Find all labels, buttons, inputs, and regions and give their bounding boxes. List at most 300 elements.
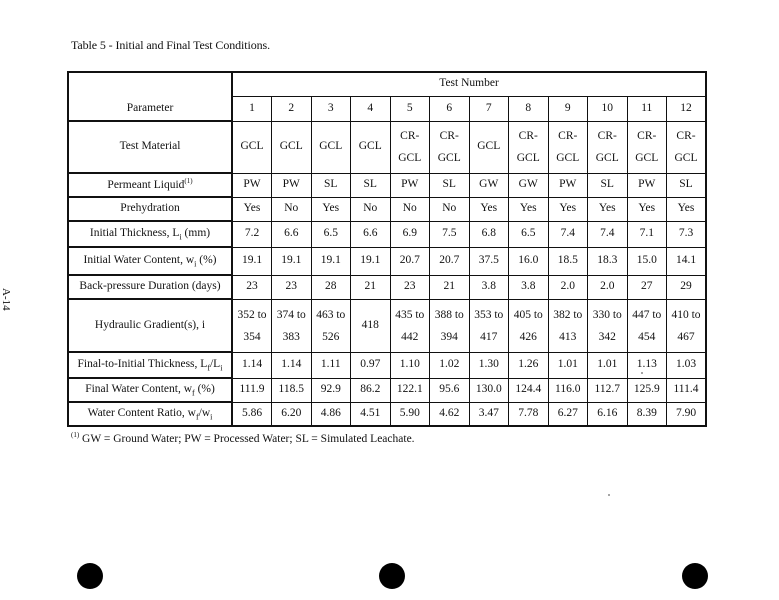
table-cell bbox=[311, 402, 351, 426]
table-cell bbox=[430, 352, 470, 378]
cell-line: GCL bbox=[556, 152, 580, 164]
table-cell bbox=[430, 299, 470, 352]
table-cell bbox=[509, 352, 549, 378]
table-row bbox=[68, 197, 706, 221]
cell-line: PW bbox=[638, 178, 656, 191]
table-cell bbox=[311, 378, 351, 402]
cell-line: 125.9 bbox=[633, 383, 660, 396]
table-cell bbox=[469, 247, 509, 275]
table-cell bbox=[509, 402, 549, 426]
cell-line: 7.1 bbox=[639, 227, 654, 240]
cell-line: 1.01 bbox=[557, 358, 578, 371]
test-number-2: 2 bbox=[272, 96, 312, 121]
cell-line: CR- bbox=[518, 130, 538, 142]
cell-line: 426 bbox=[519, 330, 537, 343]
cell-line: 95.6 bbox=[439, 383, 460, 396]
cell-line: 447 to bbox=[632, 308, 662, 321]
table-cell bbox=[351, 299, 391, 352]
cell-line: GCL bbox=[437, 152, 461, 164]
cell-line: No bbox=[402, 202, 417, 215]
table-cell bbox=[390, 173, 430, 197]
table-cell bbox=[588, 275, 628, 299]
table-cell bbox=[469, 121, 509, 173]
table-cell bbox=[588, 173, 628, 197]
table-cell bbox=[272, 378, 312, 402]
cell-line: 374 to bbox=[276, 308, 306, 321]
cell-line: 18.3 bbox=[597, 254, 618, 267]
cell-line: 23 bbox=[404, 280, 416, 293]
cell-line: Yes bbox=[480, 202, 498, 215]
table-cell bbox=[311, 173, 351, 197]
cell-line: PW bbox=[243, 178, 261, 191]
cell-line: 6.8 bbox=[481, 227, 496, 240]
cell-line: 2.0 bbox=[600, 280, 615, 293]
cell-line: SL bbox=[442, 178, 456, 191]
test-number-header: Test Number bbox=[232, 72, 706, 96]
cell-line: 0.97 bbox=[360, 358, 381, 371]
table-row bbox=[68, 402, 706, 426]
table-cell bbox=[667, 299, 707, 352]
cell-line: GCL bbox=[674, 152, 698, 164]
table-cell bbox=[311, 221, 351, 247]
cell-line: 352 to bbox=[237, 308, 267, 321]
cell-line: GCL bbox=[240, 140, 264, 153]
cell-line: 413 bbox=[559, 330, 577, 343]
cell-line: Yes bbox=[559, 202, 577, 215]
cell-line: 1.03 bbox=[675, 358, 697, 371]
cell-line: 5.90 bbox=[399, 406, 420, 419]
table-cell bbox=[232, 121, 272, 173]
cell-line: Yes bbox=[677, 202, 695, 215]
cell-line: GCL bbox=[398, 152, 422, 164]
table-cell bbox=[351, 221, 391, 247]
row-label: Test Material bbox=[68, 121, 232, 173]
table-cell bbox=[430, 402, 470, 426]
cell-line: 526 bbox=[322, 330, 340, 343]
cell-line: 6.16 bbox=[597, 406, 618, 419]
cell-line: 118.5 bbox=[278, 383, 304, 396]
table-cell bbox=[509, 378, 549, 402]
cell-line: 7.2 bbox=[244, 227, 260, 240]
table-cell bbox=[588, 247, 628, 275]
table-cell bbox=[509, 247, 549, 275]
cell-line: 19.1 bbox=[241, 254, 263, 267]
table-cell bbox=[469, 173, 509, 197]
scan-speck bbox=[608, 494, 610, 496]
test-number-10: 10 bbox=[588, 96, 628, 121]
table-cell bbox=[351, 402, 391, 426]
table-cell bbox=[232, 247, 272, 275]
table-cell bbox=[390, 352, 430, 378]
table-cell bbox=[509, 275, 549, 299]
table-cell bbox=[232, 378, 272, 402]
table-cell bbox=[667, 247, 707, 275]
cell-line: CR- bbox=[637, 130, 657, 142]
cell-line: 7.5 bbox=[442, 227, 457, 240]
cell-line: Yes bbox=[638, 202, 656, 215]
table-cell bbox=[272, 121, 312, 173]
table-cell bbox=[272, 275, 312, 299]
cell-line: 3.8 bbox=[521, 280, 536, 293]
table-cell bbox=[627, 221, 667, 247]
parameter-header: Parameter bbox=[68, 72, 232, 121]
table-body bbox=[68, 121, 706, 426]
table-cell bbox=[509, 197, 549, 221]
table-cell bbox=[469, 275, 509, 299]
cell-line: 435 to bbox=[395, 308, 425, 321]
cell-line: GW bbox=[518, 178, 538, 191]
cell-line: 6.6 bbox=[284, 227, 299, 240]
table-cell bbox=[627, 173, 667, 197]
test-number-8: 8 bbox=[509, 96, 549, 121]
cell-line: 86.2 bbox=[360, 383, 381, 396]
cell-line: 15.0 bbox=[636, 254, 657, 267]
table-cell bbox=[509, 299, 549, 352]
cell-line: 1.14 bbox=[281, 358, 302, 371]
cell-line: 29 bbox=[680, 280, 692, 293]
table-cell bbox=[469, 378, 509, 402]
table-cell bbox=[548, 221, 588, 247]
test-number-6: 6 bbox=[430, 96, 470, 121]
cell-line: 1.14 bbox=[241, 358, 263, 371]
footnote-text: GW = Ground Water; PW = Processed Water; SL = Simulated Leachate. bbox=[79, 432, 415, 445]
table-cell bbox=[667, 173, 707, 197]
cell-line: 18.5 bbox=[557, 254, 578, 267]
table-cell bbox=[627, 247, 667, 275]
cell-line: 1.02 bbox=[439, 358, 460, 371]
cell-line: GCL bbox=[635, 152, 659, 164]
table-cell bbox=[627, 352, 667, 378]
cell-line: 6.5 bbox=[521, 227, 536, 240]
cell-line: 19.1 bbox=[281, 254, 302, 267]
cell-line: 410 to bbox=[671, 308, 701, 321]
test-number-11: 11 bbox=[627, 96, 667, 121]
cell-line: 418 bbox=[361, 318, 379, 331]
cell-line: No bbox=[284, 202, 299, 215]
row-label: Water Content Ratio, $w_f/w_i$ bbox=[68, 402, 232, 426]
cell-line: Yes bbox=[519, 202, 537, 215]
cell-line: 463 to bbox=[316, 308, 346, 321]
cell-line: 405 to bbox=[513, 308, 543, 321]
table-cell bbox=[588, 197, 628, 221]
cell-line: 3.47 bbox=[478, 406, 499, 419]
table-cell bbox=[588, 378, 628, 402]
table-cell bbox=[390, 402, 430, 426]
cell-line: 353 to bbox=[474, 308, 504, 321]
table-cell bbox=[351, 121, 391, 173]
cell-line: 112.7 bbox=[594, 383, 620, 396]
table-cell bbox=[351, 197, 391, 221]
cell-line: 6.20 bbox=[281, 406, 302, 419]
table-cell bbox=[548, 247, 588, 275]
cell-line: CR- bbox=[676, 130, 696, 142]
cell-line: 19.1 bbox=[360, 254, 381, 267]
table-cell bbox=[469, 197, 509, 221]
cell-line: GCL bbox=[477, 140, 501, 153]
cell-line: CR- bbox=[400, 130, 420, 142]
cell-line: 23 bbox=[285, 280, 297, 293]
cell-line: 1.13 bbox=[636, 358, 657, 371]
cell-line: 467 bbox=[677, 330, 695, 343]
table-row bbox=[68, 173, 706, 197]
cell-line: 1.26 bbox=[518, 358, 539, 371]
table-cell bbox=[548, 275, 588, 299]
cell-line: 92.9 bbox=[320, 383, 341, 396]
cell-line: GCL bbox=[358, 140, 382, 153]
table-cell bbox=[272, 221, 312, 247]
cell-line: 1.11 bbox=[320, 358, 341, 371]
cell-line: 7.78 bbox=[518, 406, 539, 419]
cell-line: 382 to bbox=[553, 308, 583, 321]
table-cell bbox=[311, 352, 351, 378]
table-cell bbox=[272, 402, 312, 426]
cell-line: 7.4 bbox=[600, 227, 615, 240]
table-cell bbox=[627, 299, 667, 352]
cell-line: SL bbox=[679, 178, 693, 191]
table-cell bbox=[311, 299, 351, 352]
cell-line: 417 bbox=[480, 330, 498, 343]
row-label: Permeant Liquid$^{(1)}$ bbox=[68, 173, 232, 197]
table-cell bbox=[232, 402, 272, 426]
cell-line: 388 to bbox=[434, 308, 464, 321]
cell-line: 6.5 bbox=[323, 227, 338, 240]
cell-line: 1.30 bbox=[478, 358, 499, 371]
table-cell bbox=[272, 173, 312, 197]
table-cell bbox=[469, 402, 509, 426]
cell-line: Yes bbox=[322, 202, 340, 215]
punch-hole-center bbox=[379, 563, 405, 589]
table-cell bbox=[351, 275, 391, 299]
table-cell bbox=[548, 121, 588, 173]
cell-line: 20.7 bbox=[439, 254, 460, 267]
table-cell bbox=[588, 299, 628, 352]
table-row bbox=[68, 221, 706, 247]
cell-line: SL bbox=[600, 178, 614, 191]
cell-line: 111.4 bbox=[673, 383, 699, 396]
cell-line: 7.3 bbox=[678, 227, 694, 240]
cell-line: CR- bbox=[558, 130, 578, 142]
table-cell bbox=[430, 275, 470, 299]
table-cell bbox=[351, 173, 391, 197]
cell-line: 8.39 bbox=[636, 406, 657, 419]
table-cell bbox=[430, 121, 470, 173]
test-number-4: 4 bbox=[351, 96, 391, 121]
cell-line: GCL bbox=[279, 140, 303, 153]
test-conditions-table bbox=[67, 71, 707, 427]
table-cell bbox=[272, 352, 312, 378]
table-cell bbox=[667, 197, 707, 221]
punch-hole-left bbox=[77, 563, 103, 589]
cell-line: 3.8 bbox=[481, 280, 496, 293]
table-cell bbox=[588, 221, 628, 247]
table-caption: Table 5 - Initial and Final Test Conditions. bbox=[71, 38, 271, 52]
cell-line: Yes bbox=[598, 202, 616, 215]
table-cell bbox=[390, 299, 430, 352]
cell-line: 122.1 bbox=[396, 383, 423, 396]
cell-line: 16.0 bbox=[518, 254, 539, 267]
cell-line: GCL bbox=[319, 140, 343, 153]
cell-line: 20.7 bbox=[399, 254, 420, 267]
row-label: Final Water Content, $w_f$ (%) bbox=[68, 378, 232, 402]
table-cell bbox=[430, 247, 470, 275]
table-cell bbox=[232, 352, 272, 378]
table-cell bbox=[548, 299, 588, 352]
table-cell bbox=[232, 197, 272, 221]
cell-line: 19.1 bbox=[320, 254, 341, 267]
table-cell bbox=[351, 378, 391, 402]
cell-line: 7.90 bbox=[675, 406, 697, 419]
table-cell bbox=[390, 221, 430, 247]
cell-line: 116.0 bbox=[555, 383, 581, 396]
cell-line: 454 bbox=[638, 330, 656, 343]
table-cell bbox=[667, 378, 707, 402]
cell-line: 442 bbox=[401, 330, 419, 343]
table-cell bbox=[232, 299, 272, 352]
table-row bbox=[68, 121, 706, 173]
cell-line: 130.0 bbox=[475, 383, 502, 396]
table-cell bbox=[588, 402, 628, 426]
table-cell bbox=[667, 221, 707, 247]
test-number-1: 1 bbox=[232, 96, 272, 121]
test-number-3: 3 bbox=[311, 96, 351, 121]
cell-line: 6.27 bbox=[557, 406, 578, 419]
cell-line: 354 bbox=[243, 330, 261, 343]
scan-speck bbox=[641, 372, 643, 374]
table-cell bbox=[509, 173, 549, 197]
cell-line: No bbox=[442, 202, 457, 215]
table-cell bbox=[351, 352, 391, 378]
footnote-mark: (1) bbox=[71, 431, 80, 439]
table-cell bbox=[390, 247, 430, 275]
cell-line: GCL bbox=[516, 152, 540, 164]
test-number-5: 5 bbox=[390, 96, 430, 121]
table-cell bbox=[430, 221, 470, 247]
cell-line: 342 bbox=[598, 330, 616, 343]
cell-line: 6.6 bbox=[363, 227, 378, 240]
table-cell bbox=[272, 299, 312, 352]
row-label: Hydraulic Gradient(s), i bbox=[68, 299, 232, 352]
table-cell bbox=[627, 275, 667, 299]
row-label: Initial Water Content, $w_i$ (%) bbox=[68, 247, 232, 275]
table-cell bbox=[430, 173, 470, 197]
table-cell bbox=[469, 299, 509, 352]
table-row bbox=[68, 299, 706, 352]
table-cell bbox=[509, 121, 549, 173]
table-cell bbox=[469, 221, 509, 247]
cell-line: PW bbox=[282, 178, 300, 191]
table-cell bbox=[548, 378, 588, 402]
cell-line: 28 bbox=[325, 280, 337, 293]
table-cell bbox=[311, 121, 351, 173]
test-number-9: 9 bbox=[548, 96, 588, 121]
test-number-12: 12 bbox=[667, 96, 707, 121]
cell-line: CR- bbox=[439, 130, 459, 142]
cell-line: 124.4 bbox=[515, 383, 542, 396]
table-cell bbox=[351, 247, 391, 275]
cell-line: 14.1 bbox=[675, 254, 697, 267]
table-cell bbox=[667, 402, 707, 426]
table-cell bbox=[627, 378, 667, 402]
page-number: A-14 bbox=[0, 288, 12, 311]
table-cell bbox=[232, 221, 272, 247]
cell-line: 4.51 bbox=[360, 406, 381, 419]
table-cell bbox=[390, 121, 430, 173]
cell-line: 111.9 bbox=[239, 383, 265, 396]
table-cell bbox=[272, 247, 312, 275]
table-cell bbox=[588, 352, 628, 378]
table-cell bbox=[548, 402, 588, 426]
cell-line: 23 bbox=[246, 280, 258, 293]
table-cell bbox=[548, 173, 588, 197]
table-cell bbox=[627, 197, 667, 221]
table-cell bbox=[509, 221, 549, 247]
cell-line: SL bbox=[363, 178, 377, 191]
cell-line: 6.9 bbox=[402, 227, 417, 240]
table-cell bbox=[469, 352, 509, 378]
cell-line: 21 bbox=[364, 280, 376, 293]
table-row bbox=[68, 247, 706, 275]
cell-line: PW bbox=[401, 178, 419, 191]
table-cell bbox=[232, 275, 272, 299]
table-cell bbox=[311, 197, 351, 221]
table-cell bbox=[272, 197, 312, 221]
cell-line: 1.10 bbox=[399, 358, 420, 371]
table-cell bbox=[390, 275, 430, 299]
cell-line: 383 bbox=[282, 330, 300, 343]
cell-line: 4.62 bbox=[439, 406, 460, 419]
cell-line: 2.0 bbox=[560, 280, 575, 293]
cell-line: No bbox=[363, 202, 378, 215]
table-cell bbox=[311, 247, 351, 275]
cell-line: 394 bbox=[440, 330, 458, 343]
table-cell bbox=[390, 197, 430, 221]
table-cell bbox=[588, 121, 628, 173]
row-label: Prehydration bbox=[68, 197, 232, 221]
cell-line: 37.5 bbox=[478, 254, 499, 267]
table-cell bbox=[667, 275, 707, 299]
table-row bbox=[68, 275, 706, 299]
cell-line: CR- bbox=[597, 130, 617, 142]
test-number-7: 7 bbox=[469, 96, 509, 121]
table-cell bbox=[667, 121, 707, 173]
cell-line: Yes bbox=[243, 202, 261, 215]
cell-line: 5.86 bbox=[241, 406, 263, 419]
footnote bbox=[71, 431, 415, 445]
cell-line: PW bbox=[559, 178, 577, 191]
table-cell bbox=[390, 378, 430, 402]
table-row bbox=[68, 378, 706, 402]
cell-line: 7.4 bbox=[560, 227, 575, 240]
table-cell bbox=[430, 197, 470, 221]
punch-hole-right bbox=[682, 563, 708, 589]
row-label: Final-to-Initial Thickness, $L_f/L_i$ bbox=[68, 352, 232, 378]
table-cell bbox=[667, 352, 707, 378]
cell-line: 4.86 bbox=[320, 406, 341, 419]
table-cell bbox=[232, 173, 272, 197]
table-cell bbox=[548, 352, 588, 378]
table-cell bbox=[627, 121, 667, 173]
cell-line: GW bbox=[479, 178, 499, 191]
table-cell bbox=[548, 197, 588, 221]
cell-line: 21 bbox=[443, 280, 455, 293]
table-cell bbox=[627, 402, 667, 426]
row-label: Initial Thickness, $L_i$ (mm) bbox=[68, 221, 232, 247]
table-row bbox=[68, 352, 706, 378]
row-label: Back-pressure Duration (days) bbox=[68, 275, 232, 299]
cell-line: 1.01 bbox=[597, 358, 618, 371]
table-cell bbox=[430, 378, 470, 402]
cell-line: GCL bbox=[595, 152, 619, 164]
